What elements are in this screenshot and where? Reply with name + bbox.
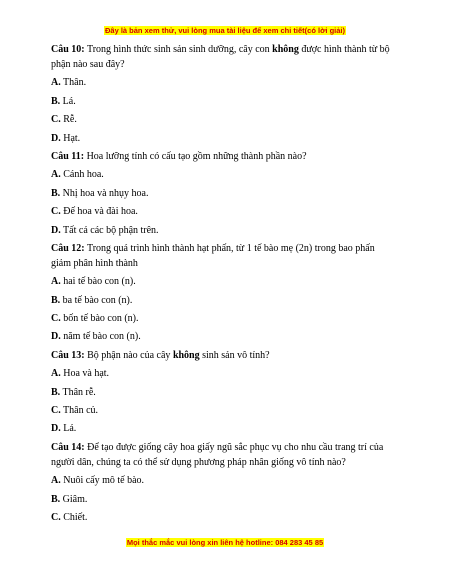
question-text: Bộ phận nào của cây — [84, 349, 173, 361]
option-d: D. năm tế bào con (n). — [51, 331, 141, 343]
option-c: C. Thân củ. — [51, 405, 99, 417]
hotline-text: Mọi thắc mắc vui lòng xin liên hệ hotline: 084 283 45 85 — [126, 538, 324, 547]
option-a: A. Cánh hoa. — [51, 169, 104, 181]
question-10 — [51, 42, 408, 72]
option-d: D. Lá. — [51, 423, 77, 435]
question-text: Trong quá trình hình thành hạt phấn, từ 1 tế bào mẹ (2n) trong bao phấn — [84, 242, 375, 254]
option-a: A. Nuôi cấy mô tế bào. — [51, 475, 145, 487]
question-keyword: không — [172, 349, 200, 361]
question-text: Trong hình thức sinh sản sinh dưỡng, cây con — [84, 44, 273, 55]
option-b: B. Lá. — [51, 95, 76, 107]
option-b: B. Thân rễ. — [51, 386, 96, 398]
question-number: Câu 13: — [51, 349, 85, 361]
question-14 — [51, 440, 408, 470]
question-12 — [51, 241, 408, 271]
option-d: D. Hạt. — [51, 132, 81, 144]
question-text: giảm phân hình thành — [51, 257, 138, 269]
option-c: C. Đế hoa và đài hoa. — [51, 206, 138, 218]
option-a: A. Hoa và hạt. — [51, 368, 110, 380]
option-b: B. Nhị hoa và nhụy hoa. — [51, 187, 149, 199]
option-c: C. Rễ. — [51, 114, 77, 126]
question-11 — [51, 149, 408, 164]
question-text: được hình thành từ bộ — [298, 44, 390, 55]
question-text: sinh sản vô tính? — [199, 349, 270, 361]
hotline-banner — [0, 538, 450, 547]
option-b: B. Giâm. — [51, 493, 88, 505]
question-text: Hoa lưỡng tính có cấu tạo gồm những thành phần nào? — [84, 150, 307, 162]
question-text: người dân, chúng ta có thể sử dụng phương pháp nhân giống vô tính nào? — [51, 456, 346, 468]
question-keyword: không — [272, 44, 299, 55]
option-d: D. Tất cả các bộ phận trên. — [51, 224, 159, 236]
option-c: C. bốn tế bào con (n). — [51, 313, 139, 325]
question-number: Câu 11: — [51, 150, 85, 162]
question-list — [51, 42, 408, 525]
preview-notice-text: Đây là bản xem thử, vui lòng mua tài liệu để xem chi tiết(có lời giải) — [105, 26, 345, 35]
question-number: Câu 10: — [51, 44, 85, 55]
question-number: Câu 12: — [51, 242, 85, 254]
question-13 — [51, 348, 408, 363]
option-a: A. hai tế bào con (n). — [51, 276, 136, 288]
option-a: A. Thân. — [51, 77, 87, 89]
question-text: Để tạo được giống cây hoa giấy ngũ sắc phục vụ cho nhu cầu trang trí của — [84, 441, 384, 453]
preview-notice-banner — [0, 26, 450, 35]
question-text: phận nào sau đây? — [51, 59, 125, 70]
question-number: Câu 14: — [51, 441, 85, 453]
option-c: C. Chiết. — [51, 511, 88, 523]
option-b: B. ba tế bào con (n). — [51, 294, 133, 306]
